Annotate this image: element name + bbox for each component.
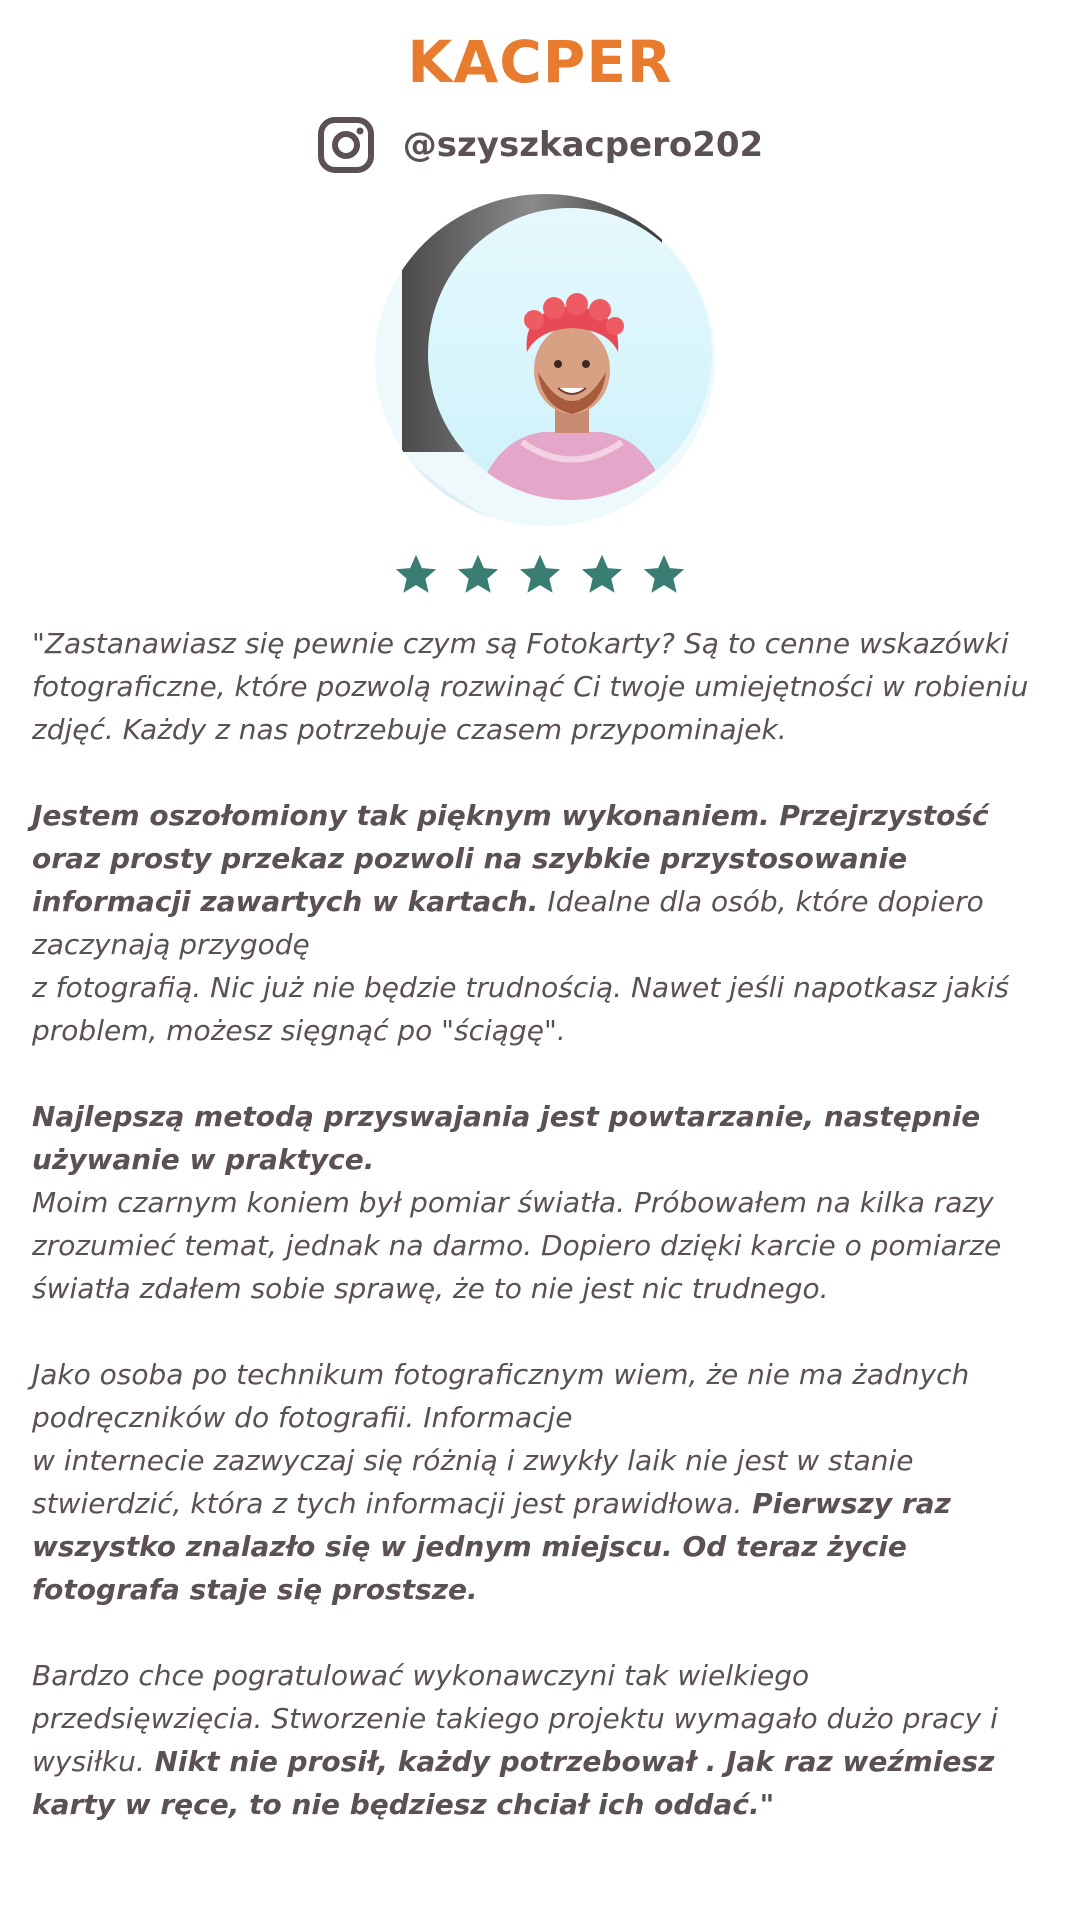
review-highlight: Pierwszy raz wszystko znalazło się w jednym miejscu. Od teraz życie fotografa staje się prostsze.	[32, 1487, 951, 1606]
star-icon	[642, 552, 686, 596]
review-text: w internecie zazwyczaj się różnią i zwykły laik nie jest w stanie stwierdzić, która z tych informacji jest prawidłowa.	[32, 1444, 914, 1520]
review-paragraph-1	[32, 622, 1042, 751]
review-text: Jako osoba po technikum fotograficznym wiem, że nie ma żadnych podręczników do fotografii. Informacje	[32, 1358, 970, 1434]
review-highlight: Nikt nie prosił, każdy potrzebował . Jak raz weźmiesz karty w ręce, to nie będziesz chciał ich oddać."	[32, 1745, 995, 1821]
star-icon	[580, 552, 624, 596]
review-text: z fotografią. Nic już nie będzie trudnością. Nawet jeśli napotkasz jakiś problem, możesz sięgnąć po "ściągę".	[32, 971, 1009, 1047]
rating-stars	[0, 552, 1080, 596]
review-text	[32, 622, 1042, 1869]
review-paragraph-4	[32, 1353, 1042, 1611]
profile-photo	[372, 192, 718, 528]
instagram-icon	[317, 116, 375, 174]
review-highlight: Najlepszą metodą przyswajania jest powtarzanie, następnie używanie w praktyce.	[32, 1100, 981, 1176]
review-paragraph-3	[32, 1095, 1042, 1310]
reviewer-name: KACPER	[407, 28, 673, 96]
star-icon	[394, 552, 438, 596]
instagram-handle[interactable]: @szyszkacpero202	[402, 125, 764, 165]
review-text: Bardzo chce pogratulować wykonawczyni tak wielkiego przedsięwzięcia. Stworzenie takiego projektu wymagało dużo pracy i wysiłku.	[32, 1659, 998, 1778]
review-text: Idealne dla osób, które dopiero zaczynają przygodę	[32, 885, 984, 961]
review-text-intro: "Zastanawiasz się pewnie czym są Fotokarty? Są to cenne wskazówki fotograficzne, które pozwolą rozwinąć Ci twoje umiejętności w robieniu zdjęć. Każdy z nas potrzebuje czasem przypominajek.	[32, 627, 1029, 746]
star-icon	[518, 552, 562, 596]
review-highlight: Jestem oszołomiony tak pięknym wykonaniem. Przejrzystość oraz prosty przekaz pozwoli na szybkie przystosowanie informacji zawartych w kartach.	[32, 799, 989, 918]
review-text: Moim czarnym koniem był pomiar światła. Próbowałem na kilka razy zrozumieć temat, jednak na darmo. Dopiero dzięki karcie o pomiarze światła zdałem sobie sprawę, że to nie jest nic trudnego.	[32, 1186, 1002, 1305]
review-paragraph-5	[32, 1654, 1042, 1826]
star-icon	[456, 552, 500, 596]
social-handle-row[interactable]	[0, 116, 1080, 174]
review-paragraph-2	[32, 794, 1042, 1052]
